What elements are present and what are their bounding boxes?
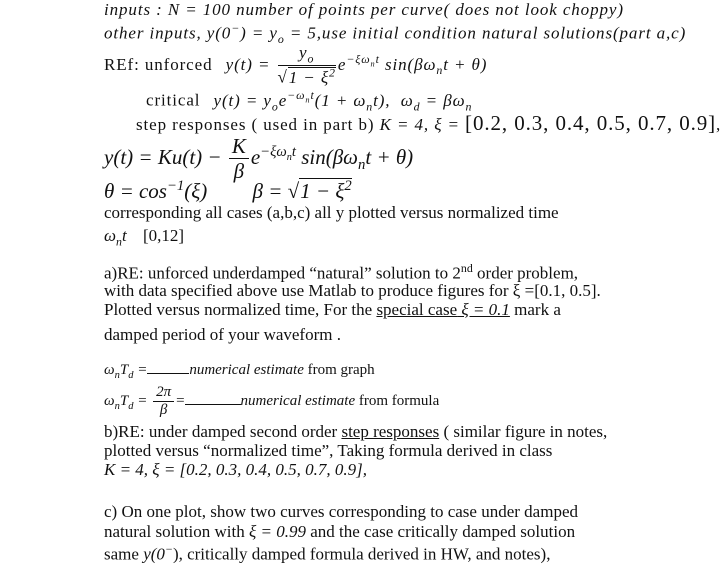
theta-eq: θ = cos [104,179,167,203]
part-c-line3: same y(0−), critically damped formula derived in HW, and notes), [104,542,551,564]
est1-lhs: ω [104,362,115,378]
other-inputs-mid: ) = y [240,23,278,43]
part-a-l1: a)RE: unforced underdamped “natural” solution to 2 [104,263,461,283]
ref-unforced-line: REf: unforced y(t) = $\frac{y_o}{√1 - \xi^2}$ $e^{-\xi\omega_nt}$ $\sin(\beta\omega_nt + \theta)$ [104,43,488,88]
part-c-l2a: natural solution with [104,522,249,541]
critical-eq: y(t) = y [213,90,272,110]
part-c-l2-eq: ξ = 0.99 [248,522,306,541]
step-responses-link: step responses [341,422,440,441]
inputs-text: number of points per curve( does not look choppy) [230,0,624,19]
step-formula-tail: sin(βω [295,144,359,169]
ref-exp-sup: −ξω [346,52,371,67]
step-formula-fraction [229,135,249,183]
est1-lhs2: T [119,362,129,378]
part-a-line4: damped period of your waveform . [104,325,341,344]
part-b-line2: plotted versus “normalized time”, Taking formula derived in class [104,441,553,460]
corresponding-line: corresponding all cases (a,b,c) all y plotted versus normalized time [104,203,559,222]
part-c-l3a: same [104,544,144,564]
estimate1-line: $\omega_nT_d$ = numerical estimate from graph [104,362,375,381]
step-formula-line: y(t) = Ku(t) − $\frac{K}{\beta}$ $e^{-\xi\omega_nt}$ $\sin(\beta\omega_nt + \theta)$ [104,134,414,184]
part-b-l1b: ( similar figure in notes, [439,422,608,441]
beta-rad: 1 − ξ [300,179,345,203]
est2-tail: from formula [355,392,440,409]
part-a-l3c: mark a [509,300,561,319]
estimate2-blank[interactable] [185,404,241,405]
ref-label: REf: unforced [104,54,213,74]
ref-lhs: y(t) = [225,54,271,74]
part-a-l1-end: order problem, [472,263,579,283]
step-formula-den: β [233,159,245,184]
part-b-l1a: b)RE: under damped second order [104,422,342,441]
est1-eq: = [133,362,148,378]
part-b-line1 [104,422,607,442]
time-range-line: $\omega_nt$ [0,12] [104,226,185,249]
step-end: , [716,115,721,134]
critical-eq4: t), [373,90,391,110]
part-c-l3-eq: y(0 [143,544,165,564]
other-inputs-mid2: = 5, [284,23,322,43]
ref-fraction: $\frac{y_o}{√1 - \xi^2}$ [277,43,336,88]
est2-label: numerical estimate [240,392,356,409]
inputs-prefix: inputs : N = 100 [104,0,231,19]
ref-tail2: t + θ) [443,54,488,74]
theta-eq2: (ξ) [184,179,208,203]
ref-exp: e [337,54,347,74]
part-b-line3: K = 4, ξ = [0.2, 0.3, 0.4, 0.5, 0.7, 0.9], [104,460,368,479]
part-c-line2 [104,522,575,542]
time-var2: t [121,226,127,245]
step-params: K = 4, ξ = [379,115,466,134]
step-responses-line [136,111,721,135]
step-formula-lhs: y(t) = Ku(t) − [104,144,222,169]
est2-eq: = [133,392,148,409]
est1-tail: from graph [303,362,375,378]
part-c-line1: c) On one plot, show two curves corresponding to case under damped [104,502,578,521]
critical-eq5: ω [400,90,414,110]
critical-eq6: = βω [420,90,466,110]
est2-num: 2π [153,384,174,402]
part-a-sup: nd [460,261,473,275]
critical-eq3: (1 + ω [314,90,367,110]
step-formula-e: e [250,144,261,169]
part-a-line2: with data specified above use Matlab to produce figures for ξ =[0.1, 0.5]. [104,281,601,300]
step-text: step responses ( used in part b) [136,115,380,134]
other-inputs-text: use initial condition natural solutions(part a,c) [321,23,687,43]
est2-fraction [153,384,174,419]
critical-eq2: e [278,90,288,110]
est2-den: β [159,401,168,418]
ref-num: y [299,43,308,62]
time-var: ω [104,226,117,245]
theta-beta-line: $\theta = \cos^{-1}(\xi) \beta = √1 - \xi^2$ [104,178,352,203]
step-formula-tail2: t + θ) [365,144,414,169]
critical-line: critical $y(t) = y_oe^{-\omega_nt}(1 + \omega_nt)$, $\omega_d = \beta\omega_n$ [146,88,473,114]
est2-lhs: ω [104,392,115,409]
other-inputs-prefix: other inputs, y(0 [104,23,232,43]
est1-label: numerical estimate [189,362,304,378]
critical-label: critical [146,90,201,110]
ref-den: 1 − ξ [288,68,330,88]
estimate2-line: $\omega_nT_d$ = $\frac{2\pi}{\beta}$ = numerical estimate from formula [104,384,440,418]
step-formula-num: K [229,135,249,159]
part-a-line3 [104,300,561,320]
special-case-link: special case [376,300,458,319]
est2-eq2: = [176,392,185,409]
estimate1-blank[interactable] [147,373,189,374]
special-case-value: ξ = 0.1 [457,300,510,319]
step-values: [0.2, 0.3, 0.4, 0.5, 0.7, 0.9] [465,111,717,135]
time-range: [0,12] [142,226,185,245]
beta-eq: β = [252,179,288,203]
ref-tail: sin(βω [379,54,437,74]
part-c-l2b: and the case critically damped solution [305,522,576,541]
inputs-line [104,0,624,20]
est2-lhs2: T [119,392,129,409]
part-c-l3b: ), critically damped formula derived in HW, and notes), [172,544,551,564]
other-inputs-line: other inputs, $y(0^-) = y_o = 5,use$ initial condition natural solutions(part a,c) [104,21,687,47]
part-a-l3a: Plotted versus normalized time, For the [104,300,377,319]
